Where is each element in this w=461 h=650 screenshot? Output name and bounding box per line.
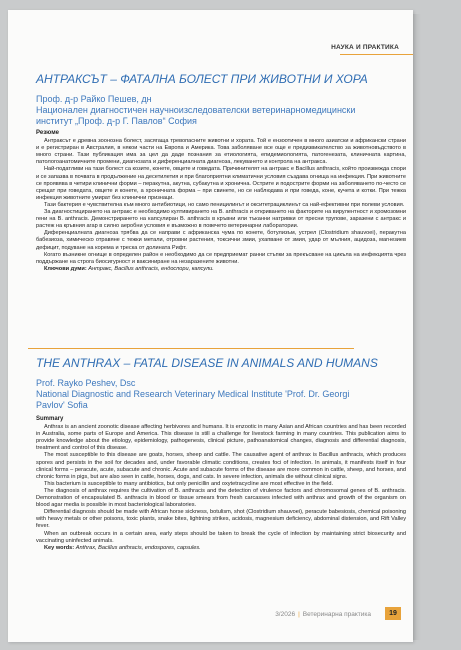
article-title-bg: АНТРАКСЪТ – ФАТАЛНА БОЛЕСТ ПРИ ЖИВОТНИ И ХОРА — [36, 72, 368, 86]
abstract-en-p1: Anthrax is an ancient zoonotic disease affecting herbivores and humans. It is enzootic in many Asian and African countries and has been recorded in Australia, some parts of Europe and America. This disease is still a challenge for livestock farming in many countries. This publication aims to provide knowledge about the etiology, epidemiology, pathogenesis, clinical picture, pathoanatomical changes, diagnosis and differential diagnosis, treatment and control of this disease. — [36, 424, 406, 452]
keywords-en — [36, 545, 406, 552]
affiliation-bg-line1: Национален диагностичен научноизследователски ветеринарномедицински — [36, 105, 356, 115]
summary-label-bg: Резюме — [36, 130, 59, 136]
abstract-bg-p5: Диференциалната диагноза трябва да се направи с африканска чума по конете, ботулизъм, устрел (Clostridium shauvoei), перакутна бабезиоза, химическо отравяне с тежки метали, отровни растения, токсични змии, ухапване от змия, удар от мълния, ацидоза, магнезиев дефицит, подуване на корема и треска от долината Рифт. — [36, 230, 406, 251]
abstract-en-p3: This bacterium is susceptible to many antibiotics, but only penicillin and oxytetracycline are most effective in the field. — [44, 480, 334, 487]
abstract-en-p6: When an outbreak occurs in a certain area, early steps should be taken to break the cycle of infection by maintaining strict biosecurity and vaccinating uninfected animals. — [36, 530, 406, 544]
summary-label-en: Summary — [36, 416, 64, 422]
section-divider — [28, 348, 354, 349]
abstract-bg-p4: За диагностицирането на антракс е необходимо култивирането на B. anthracis и откриването на факторите на вирулентност и хромозомни гени на B. anthracis. Демонстрирането на капсулиран B. anthracis в кръвни или тъканни натривки от пресни трупове, заразени с антракс и растеж на кръвния агар в силно аеробни условия е възможно в повечето ветеринарни лаборатории. — [36, 209, 406, 230]
abstract-bg — [36, 130, 406, 273]
abstract-en-p5: Differential diagnosis should be made with African horse sickness, botulism, shot (Clostridium shauvoei), peracute babesiosis, chemical poisoning with heavy metals or other poisons, toxic plants, snake bites, lightning strikes, acidosis, magnesium deficiency, abdominal distension, and Rift Valley fever. — [36, 509, 406, 530]
abstract-en-p4: The diagnosis of anthrax requires the cultivation of B. anthracis and the detection of virulence factors and chromosomal genes of B. anthracis. Demonstration of encapsulated B. anthracis in blood or tissue smears from fresh carcasses infected with anthrax and growth of the organism on blood agar media is possible in most bacteriological laboratories. — [36, 487, 406, 509]
abstract-bg-p6: Когато възникне огнище в определен район е необходимо да се предприемат ранни стъпки за прекъсване на цикъла на инфекцията чрез поддържане на строга биосигурност и ваксиниране на незаразените животни. — [36, 251, 406, 265]
affiliation-en-line1: National Diagnostic and Research Veterinary Medical Institute 'Prof. Dr. Georgi — [36, 389, 350, 399]
header-rule — [340, 54, 413, 55]
footer — [275, 611, 371, 618]
footer-separator: | — [298, 611, 300, 618]
author-name-en: Prof. Rayko Peshev, Dsc — [36, 378, 136, 388]
affiliation-en-line2: Pavlov' Sofia — [36, 400, 88, 410]
article-title-en: THE ANTHRAX – FATAL DISEASE IN ANIMALS AND HUMANS — [36, 356, 378, 370]
journal-page — [8, 10, 413, 642]
page-number: 19 — [385, 607, 401, 620]
abstract-bg-p2: Най-податливи на тази болест са козите, конете, овцете и говедата. Причинителят на антракс е Bacillus anthracis, който произвежда спори и се запазва в почвата в продължение на десетилетия и при благоприятни климатични условия създава огнища на инфекция. При животните се проявява в четири клинични форми – перакутна, акутна, субакутна и хронична. Острите и подострите форми на заболяването по-често се срещат при говедата, овцете и конете, а хроничната форма – при свинете, но се наблюдава и при говеда, коне, кучета и котки. При тежка инфекция животните умират без клинични признаци. — [36, 166, 406, 201]
author-block-bg — [36, 94, 408, 127]
issue-number: 3/2026 — [275, 611, 296, 618]
journal-name: Ветеринарна практика — [302, 611, 371, 618]
keywords-label-bg: Ключови думи: — [44, 265, 87, 272]
keywords-text-bg: Антракс, Bacillus anthracis, ендоспори, капсули. — [88, 265, 214, 272]
keywords-text-en: Anthrax, Bacillus anthracis, endospores, capsules. — [75, 544, 201, 551]
keywords-label-en: Key words: — [44, 544, 75, 551]
section-header: НАУКА И ПРАКТИКА — [331, 44, 399, 51]
author-name-bg: Проф. д-р Райко Пешев, дн — [36, 94, 152, 104]
abstract-en-p2: The most susceptible to this disease are goats, horses, sheep and cattle. The causative agent of anthrax is Bacillus anthracis, which produces spores and persists in the soil for decades and, under favorable climatic conditions, creates foci of infection. In animals, it manifests itself in four clinical forms – peracute, acute, subacute and chronic. Acute and subacute forms of the disease are more common in cattle, sheep, and horses, and chronic forms in pigs, but are also seen in cattle, horses, dogs, and cats. In severe infection, animals die without clinical signs. — [36, 452, 406, 480]
page-edge-shadow — [413, 14, 421, 640]
author-block-en — [36, 378, 408, 411]
keywords-bg — [36, 266, 406, 273]
abstract-en — [36, 416, 406, 552]
affiliation-bg-line2: институт „Проф. д-р Г. Павлов“ София — [36, 116, 197, 126]
abstract-bg-p1: Антраксът е древна зоонозна болест, засягаща тревопасните животни и хората. Той е ензоотичен в много азиатски и африкански страни и е регистриран в Австралия, в някои части на Европа и Америка. Това заболяване все още е предизвикателство за животновъдството в много страни. Тази публикация има за цел да даде познания за етиологията, епидемиологията, патогенезата, клиничната картина, патологоанатомичните промени, диагнозата и диференциалната диагноза, лекуването и контрола на антракса. — [36, 138, 406, 166]
abstract-bg-p3: Тази бактерия е чувствителна към много антибиотици, но само пеницилинът и окситетрациклинът са най-ефективни при полеви условия. — [44, 201, 405, 208]
